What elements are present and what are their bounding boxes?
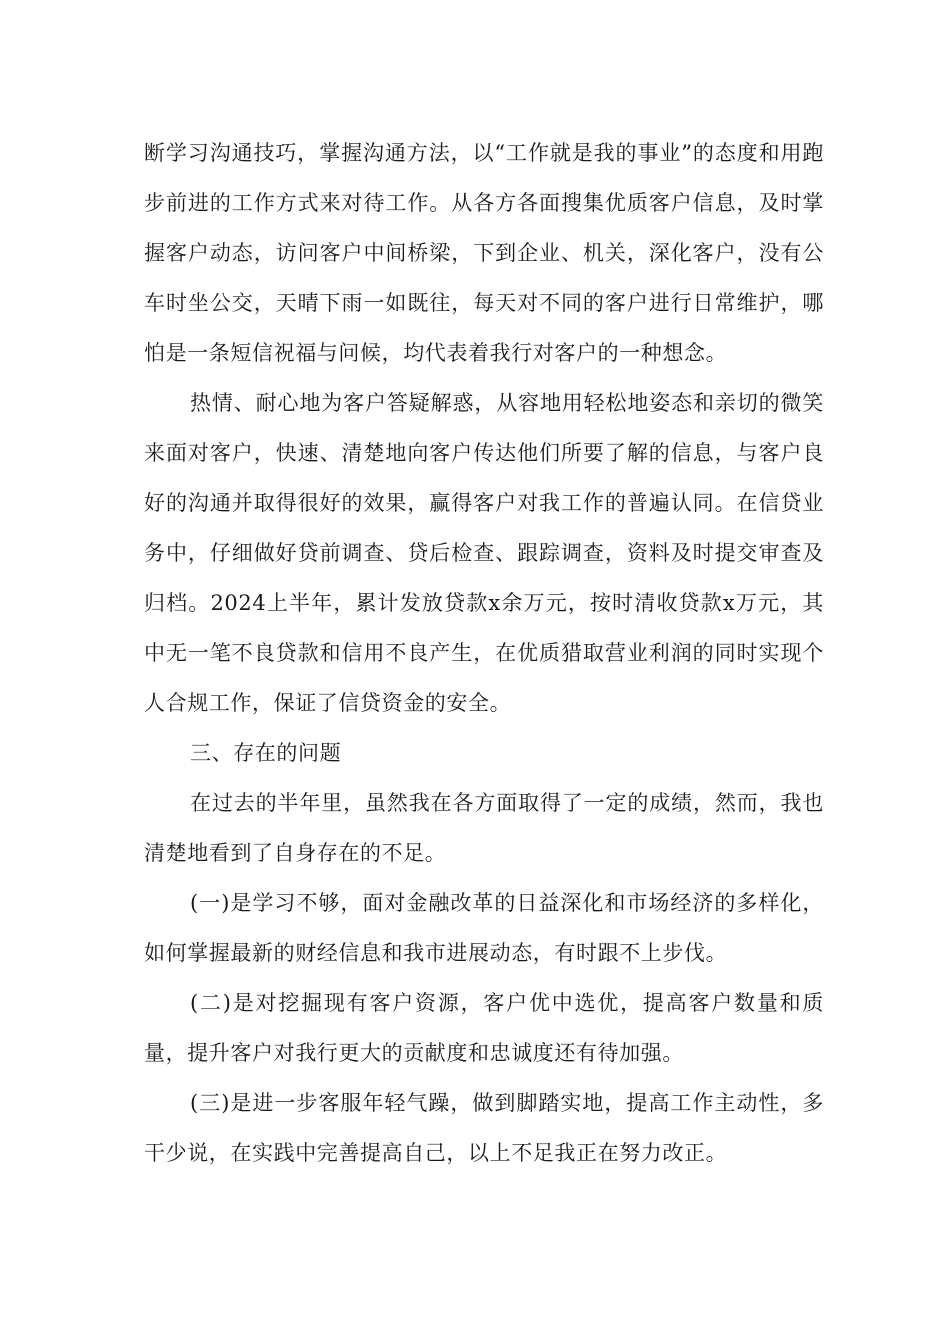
paragraph-customer-outreach: 断学习沟通技巧，掌握沟通方法，以“工作就是我的事业”的态度和用跑步前进的工作方式来对待工作。从各方各面搜集优质客户信息，及时掌握客户动态，访问客户中间桥梁，下到企业、机关，深化客户，没有公车时坐公交，天晴下雨一如既往，每天对不同的客户进行日常维护，哪怕是一条短信祝福与问候，均代表着我行对客户的一种想念。: [144, 141, 824, 365]
paragraph-customer-service-credit: 热情、耐心地为客户答疑解惑，从容地用轻松地姿态和亲切的微笑来面对客户，快速、清楚地向客户传达他们所要了解的信息，与客户良好的沟通并取得很好的效果，赢得客户对我工作的普遍认同。在信贷业务中，仔细做好贷前调查、贷后检查、跟踪调查，资料及时提交审查及归档。2024上半年，累计发放贷款x余万元，按时清收贷款x万元，其中无一笔不良贷款和信用不良产生，在优质猎取营业利润的同时实现个人合规工作，保证了信贷资金的安全。: [144, 391, 824, 715]
section-heading-problems: 三、存在的问题: [190, 741, 342, 765]
paragraph-problems-intro: 在过去的半年里，虽然我在各方面取得了一定的成绩，然而，我也清楚地看到了自身存在的不足。: [144, 791, 824, 865]
paragraph-problem-1: (一)是学习不够，面对金融改革的日益深化和市场经济的多样化，如何掌握最新的财经信息和我市进展动态，有时跟不上步伐。: [144, 891, 824, 965]
paragraph-problem-3: (三)是进一步客服年轻气躁，做到脚踏实地，提高工作主动性，多干少说，在实践中完善提高自己，以上不足我正在努力改正。: [144, 1091, 824, 1165]
paragraph-problem-2: (二)是对挖掘现有客户资源，客户优中选优，提高客户数量和质量，提升客户对我行更大的贡献度和忠诚度还有待加强。: [144, 991, 824, 1065]
document-body: [144, 128, 824, 1178]
